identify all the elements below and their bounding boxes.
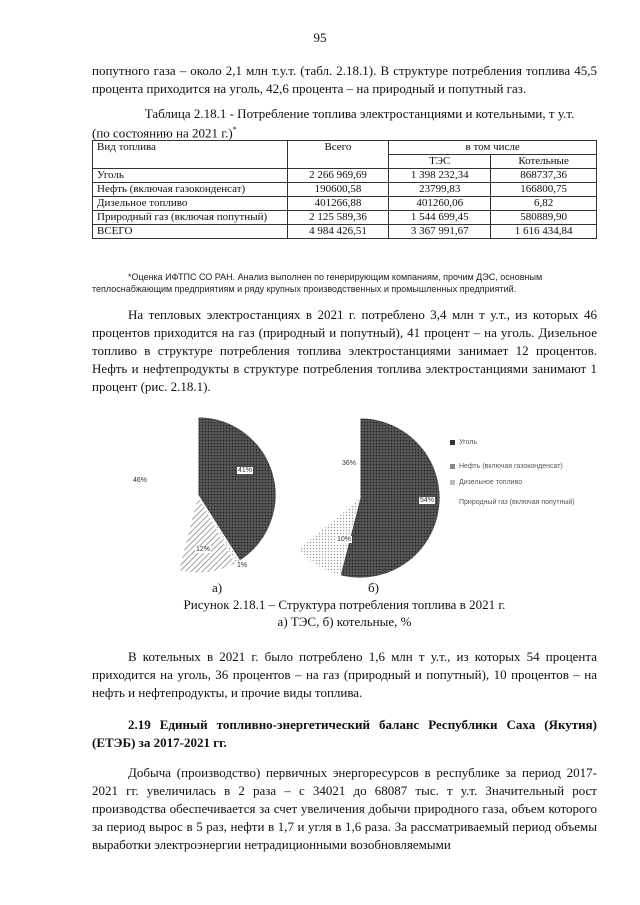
legend-swatch-oil xyxy=(450,464,455,469)
row-boilers: 580889,90 xyxy=(491,211,597,225)
legend-label-diesel: Дизельное топливо xyxy=(459,479,523,486)
figure-caption-line2: а) ТЭС, б) котельные, % xyxy=(277,614,412,629)
table-footnote: *Оценка ИФТПС СО РАН. Анализ выполнен по генерирующим компаниям, прочим ДЭС, основным теплоснабжающим предприятиям и ряду крупных производственных и промышленных предприятий. xyxy=(92,272,543,294)
row-total: 4 984 426,51 xyxy=(287,225,389,239)
chart-legend xyxy=(450,438,590,514)
header-including: в том числе xyxy=(389,141,597,155)
pie-a-label-diesel: 12% xyxy=(196,546,211,553)
row-fuel-name: Уголь xyxy=(93,169,288,183)
legend-item-gas xyxy=(450,498,590,508)
legend-item-coal xyxy=(450,438,590,448)
table-row xyxy=(93,169,597,183)
legend-swatch-diesel xyxy=(450,480,455,485)
row-fuel-name: ВСЕГО xyxy=(93,225,288,239)
legend-label-gas: Природный газ (включая попутный) xyxy=(459,499,575,506)
page-number: 95 xyxy=(313,30,327,45)
table-caption-line2: (по состоянию на 2021 г.) xyxy=(92,125,233,141)
pie-a-label-oil: 1% xyxy=(237,562,248,569)
pie-b-label-oil: 10% xyxy=(337,536,352,543)
row-tes: 1 544 699,45 xyxy=(389,211,491,225)
row-boilers: 1 616 434,84 xyxy=(491,225,597,239)
table-caption-mark: * xyxy=(232,125,237,134)
pie-a-label-coal: 41% xyxy=(238,467,253,474)
row-boilers: 868737,36 xyxy=(491,169,597,183)
paragraph-boilers: В котельных в 2021 г. было потреблено 1,6 млн т у.т., из которых 54 процента приходится на уголь, 36 процентов – на газ (природный и попутный), 10 процентов – на нефть и нефтепродукты, и прочие виды топлива. xyxy=(92,649,597,700)
pie-a-label-gas: 46% xyxy=(133,477,148,484)
row-tes: 1 398 232,34 xyxy=(389,169,491,183)
section-heading: 2.19 Единый топливно-энергетический баланс Республики Саха (Якутия) (ЕТЭБ) за 2017-2021 гг. xyxy=(92,717,597,750)
header-fuel-type: Вид топлива xyxy=(93,141,288,169)
intro-paragraph: попутного газа – около 2,1 млн т.у.т. (табл. 2.18.1). В структуре потребления топлива 45,5 процента приходится на уголь, 42,6 процента – на природный и попутный газ. xyxy=(92,63,597,96)
table-row xyxy=(93,211,597,225)
legend-item-diesel xyxy=(450,478,590,488)
table-row-total xyxy=(93,225,597,239)
paragraph-tes: На тепловых электростанциях в 2021 г. потреблено 3,4 млн т у.т., из которых 46 процентов приходится на газ (природный и попутный), 41 процент – на уголь. Дизельное топливо в структуре потребления топлива электростанциями занимает 12 процентов. Нефть и нефтепродукты в структуре потребления топлива электростанциями занимают 1 процент (рис. 2.18.1). xyxy=(92,307,597,394)
legend-label-oil: Нефть (включая газоконденсат) xyxy=(459,463,563,470)
row-boilers: 166800,75 xyxy=(491,183,597,197)
table-caption xyxy=(92,106,597,141)
figure-label-a: а) xyxy=(212,580,223,595)
table-header-row xyxy=(93,141,597,155)
pie-b-label-gas: 36% xyxy=(342,460,357,467)
header-tes: ТЭС xyxy=(389,155,491,169)
header-boilers: Котельные xyxy=(491,155,597,169)
paragraph-production: Добыча (производство) первичных энергоресурсов в республике за период 2017-2021 гг. увеличилась в 2 раза – с 34021 до 68087 тыс. т у.т. Значительный рост производства обеспечивается за счет увеличения добычи природного газа, объем которого за период вырос в 5 раз, нефти в 1,7 и угля в 1,6 раза. За рассматриваемый период объемы выработки электроэнергии нетрадиционными возобновляемыми xyxy=(92,765,597,852)
legend-item-oil xyxy=(450,462,590,472)
row-total: 2 125 589,36 xyxy=(287,211,389,225)
row-boilers: 6,82 xyxy=(491,197,597,211)
pie-b-label-coal: 54% xyxy=(420,497,435,504)
header-total: Всего xyxy=(287,141,389,169)
row-total: 401266,88 xyxy=(287,197,389,211)
row-tes: 23799,83 xyxy=(389,183,491,197)
figure-caption-line1: Рисунок 2.18.1 – Структура потребления топлива в 2021 г. xyxy=(183,597,506,612)
figure-label-b: б) xyxy=(368,580,379,595)
row-tes: 3 367 991,67 xyxy=(389,225,491,239)
table-row xyxy=(93,197,597,211)
legend-swatch-coal xyxy=(450,440,455,445)
row-total: 190600,58 xyxy=(287,183,389,197)
row-fuel-name: Нефть (включая газоконденсат) xyxy=(93,183,288,197)
row-fuel-name: Природный газ (включая попутный) xyxy=(93,211,288,225)
legend-swatch-gas xyxy=(450,500,455,505)
pie-chart-boilers xyxy=(280,418,440,578)
table-row xyxy=(93,183,597,197)
row-tes: 401260,06 xyxy=(389,197,491,211)
fuel-consumption-table xyxy=(92,140,597,239)
table-caption-line1: Таблица 2.18.1 - Потребление топлива электростанциями и котельными, т у.т. xyxy=(144,106,575,121)
row-total: 2 266 969,69 xyxy=(287,169,389,183)
row-fuel-name: Дизельное топливо xyxy=(93,197,288,211)
legend-label-coal: Уголь xyxy=(459,439,478,446)
